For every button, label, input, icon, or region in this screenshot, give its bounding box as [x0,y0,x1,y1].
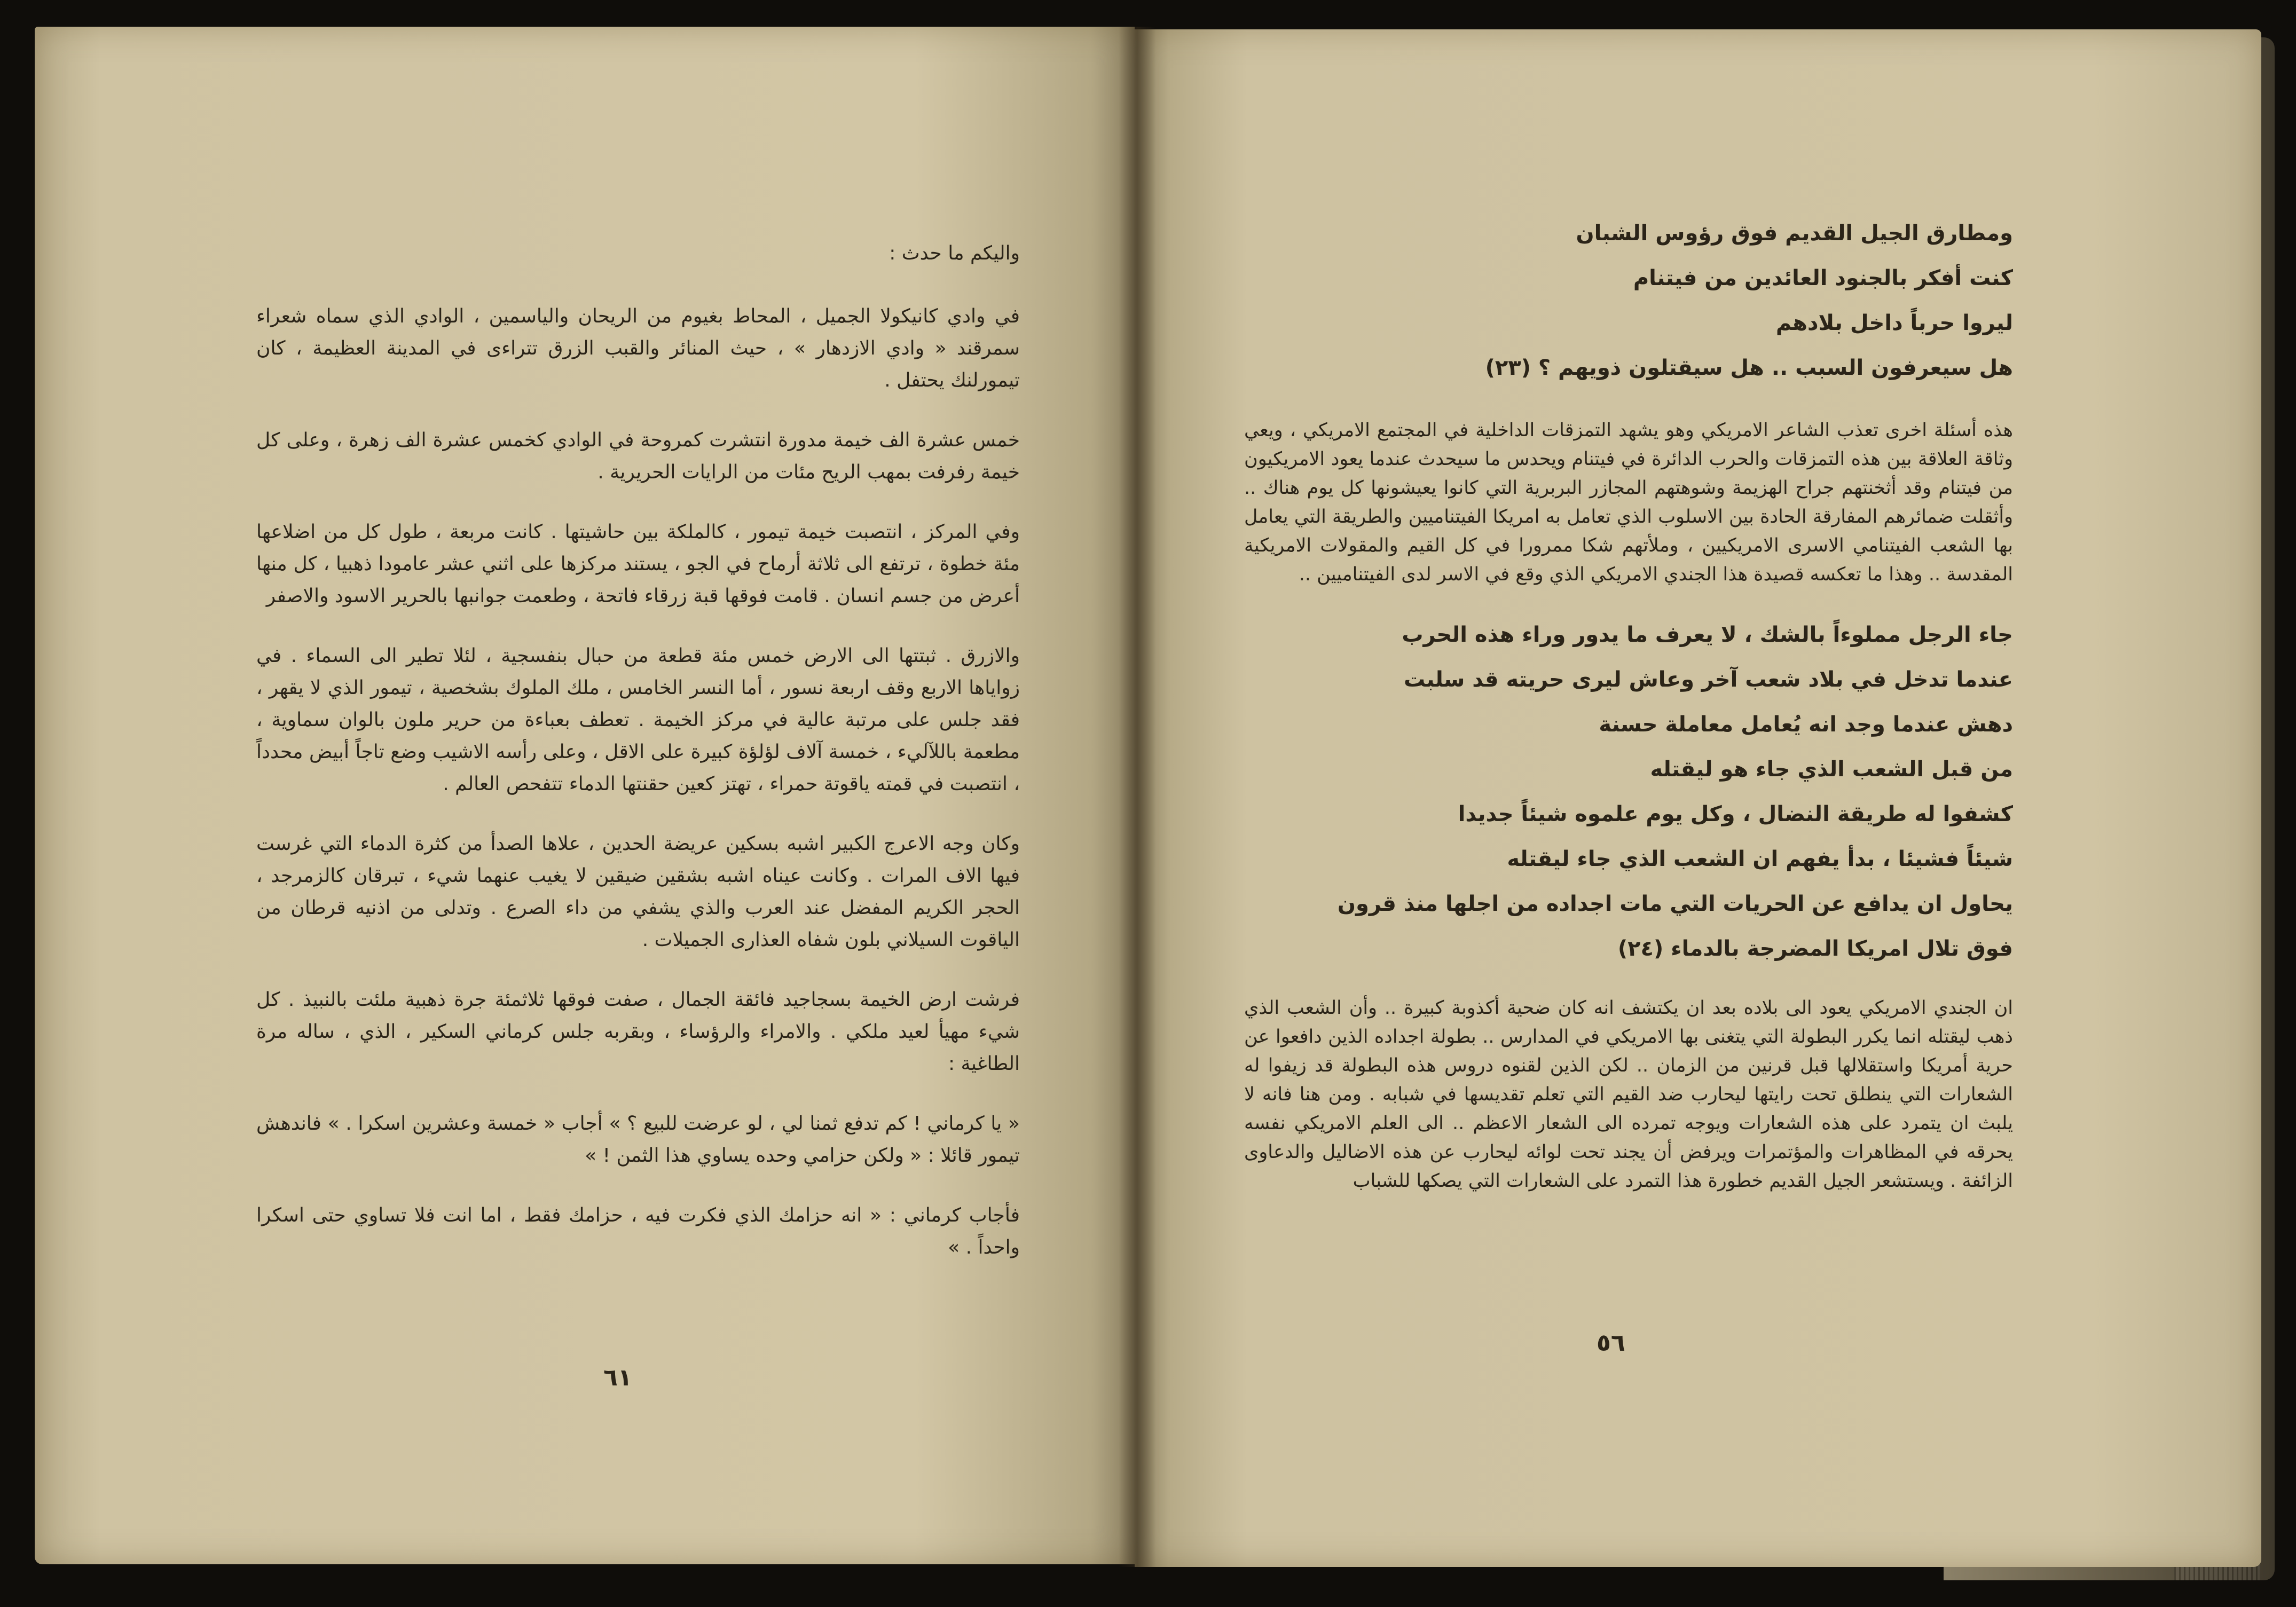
verse-line: شيئاً فشيئا ، بدأ يفهم ان الشعب الذي جاء ليقتله [1507,847,2013,871]
paragraph: وفي المركز ، انتصبت خيمة تيمور ، كالملكة بين حاشيتها . كانت مربعة ، طول كل من اضلاعها مئة خطوة ، ترتفع الى ثلاثة أرماح في الجو ، يستند مركزها على اثني عشر عامودا ذهبيا ، كل منها أعرض من جسم انسان . قامت فوقها قبة زرقاء فاتحة ، وطعمت جوانبها بالحرير الاسود والاصفر [256,521,1020,607]
verse-line: كنت أفكر بالجنود العائدين من فيتنام [1633,266,2013,290]
verse-block [1244,211,2013,390]
page-number-right: ٥٦ [1597,1329,1625,1357]
verse-line: فوق تلال امريكا المضرجة بالدماء (٢٤) [1617,936,2013,961]
verse-line: دهش عندما وجد انه يُعامل معاملة حسنة [1599,712,2013,737]
verse-line: جاء الرجل مملوءاً بالشك ، لا يعرف ما يدور وراء هذه الحرب [1402,623,2013,647]
paragraph: فأجاب كرماني : « انه حزامك الذي فكرت فيه ، حزامك فقط ، اما انت فلا تساوي حتى اسكرا واحداً . » [256,1204,1020,1258]
paragraph: « يا كرماني ! كم تدفع ثمنا لي ، لو عرضت للبيع ؟ » أجاب « خمسة وعشرين اسكرا . » فاندهش تيمور قائلا : « ولكن حزامي وحده يساوي هذا الثمن ! » [256,1113,1020,1167]
verse-block [1244,612,2013,971]
verse-line: من قبل الشعب الذي جاء هو ليقتله [1650,757,2013,782]
verse-line: يحاول ان يدافع عن الحريات التي مات اجداده من اجلها منذ قرون [1337,892,2013,916]
paragraph: فرشت ارض الخيمة بسجاجيد فائقة الجمال ، صفت فوقها ثلاثمئة جرة ذهبية ملئت بالنبيذ . كل شيء مهيأ لعيد ملكي . والامراء والرؤساء ، وبقربه جلس كرماني السكير ، الذي ، ساله مرة الطاغية : [256,989,1020,1075]
left-page-text [256,238,1020,1343]
verse-line: ليروا حرباً داخل بلادهم [1775,311,2013,335]
paragraph: والازرق . ثبتتها الى الارض خمس مئة قطعة من حبال بنفسجية ، لئلا تطير الى السماء . في زواياها الاربع وقف اربعة نسور ، أما النسر الخامس ، ملك الملوك بشخصية ، تيمور الذي لا يقهر ، فقد جلس على مرتبة عالية في مركز الخيمة . تعطف بعباءة من حرير ملون بالوان سماوية ، مطعمة باللآليء ، خمسة آلاف لؤلؤة كبيرة على الاقل ، وعلى رأسه الاشيب وضع تاجاً أبيض محدداً ، انتصبت في قمته ياقوتة حمراء ، تهتز كعين حقنتها الدماء تتفحص العالم . [256,645,1020,795]
paragraph: في وادي كانيكولا الجميل ، المحاط بغيوم من الريحان والياسمين ، الوادي الذي سماه شعراء سمرقند « وادي الازدهار » ، حيث المنائر والقبب الزرق تتراءى في المدينة العظيمة ، كان تيمورلنك يحتفل . [256,305,1020,391]
book-gutter [1119,27,1156,1567]
verse-line: ومطارق الجيل القديم فوق رؤوس الشبان [1576,221,2013,246]
verse-line: عندما تدخل في بلاد شعب آخر وعاش ليرى حريته قد سلبت [1404,667,2013,692]
intro-line: واليكم ما حدث : [889,242,1020,264]
paragraph: وكان وجه الاعرج الكبير اشبه بسكين عريضة الحدين ، علاها الصدأ من كثرة الدماء التي غرست فيها الاف المرات . وكانت عيناه اشبه بشقين ضيقين لا يغيب عنهما شيء ، تبرقان كالزمرجد ، الحجر الكريم المفضل عند العرب والذي يشفي من داء الصرع . وتدلى من اذنيه قرطان من الياقوت السيلاني بلون شفاه العذارى الجميلات . [256,833,1020,951]
verse-line: كشفوا له طريقة النضال ، وكل يوم علموه شيئاً جديدا [1458,802,2013,826]
paragraph: ان الجندي الامريكي يعود الى بلاده بعد ان يكتشف انه كان ضحية أكذوبة كبيرة .. وأن الشعب الذي ذهب ليقتله انما يكرر البطولة التي يتغنى بها الامريكي في المدارس .. بطولة اجداده الذين دافعوا عن حرية أمريكا واستقلالها قبل قرنين من الزمان .. لكن الذين لقنوه دروس هذه البطولة قد زيفوا له الشعارات التي ينطلق تحت رايتها ليحارب ضد القيم التي تعلم تقديسها في شبابه . ومن هنا فانه لا يلبث ان يتمرد على هذه الشعارات ويوجه تمرده الى الشعار الاعظم .. الى العلم الامريكي نفسه يحرقه في المظاهرات والمؤتمرات ويرفض أن يجند تحت لوائه ليحارب عن هذه الاضاليل والدعاوى الزائفة . ويستشعر الجيل القديم خطورة هذا التمرد على الشعارات التي يصكها للشباب [1244,997,2013,1192]
paragraph: خمس عشرة الف خيمة مدورة انتشرت كمروحة في الوادي كخمس عشرة الف زهرة ، وعلى كل خيمة رفرفت بمهب الريح مئات من الرايات الحريرية . [256,429,1020,483]
page-number-left: ٦١ [603,1364,632,1391]
right-page-text [1244,211,2013,1348]
verse-line: هل سيعرفون السبب .. هل سيقتلون ذويهم ؟ (٢٣) [1485,356,2013,380]
paragraph: هذه أسئلة اخرى تعذب الشاعر الامريكي وهو يشهد التمزقات الداخلية في المجتمع الامريكي ، ويعي وثاقة العلاقة بين هذه التمزقات والحرب الدائرة في فيتنام ويحدس ما سيحدث عندما يعود الامريكيون من فيتنام وقد أثخنتهم جراح الهزيمة وشوهتهم المجازر البربرية التي كانوا يعيشونها كل يوم هناك .. وأثقلت ضمائرهم المفارقة الحادة بين الاسلوب الذي تعامل به امريكا الفيتناميين والطريقة التي يعامل بها الشعب الفيتنامي الاسرى الامريكيين ، وملأتهم شكا ممرورا في كل القيم والمقولات الامريكية المقدسة .. وهذا ما تعكسه قصيدة هذا الجندي الامريكي الذي وقع في الاسر لدى الفيتناميين .. [1244,420,2013,585]
